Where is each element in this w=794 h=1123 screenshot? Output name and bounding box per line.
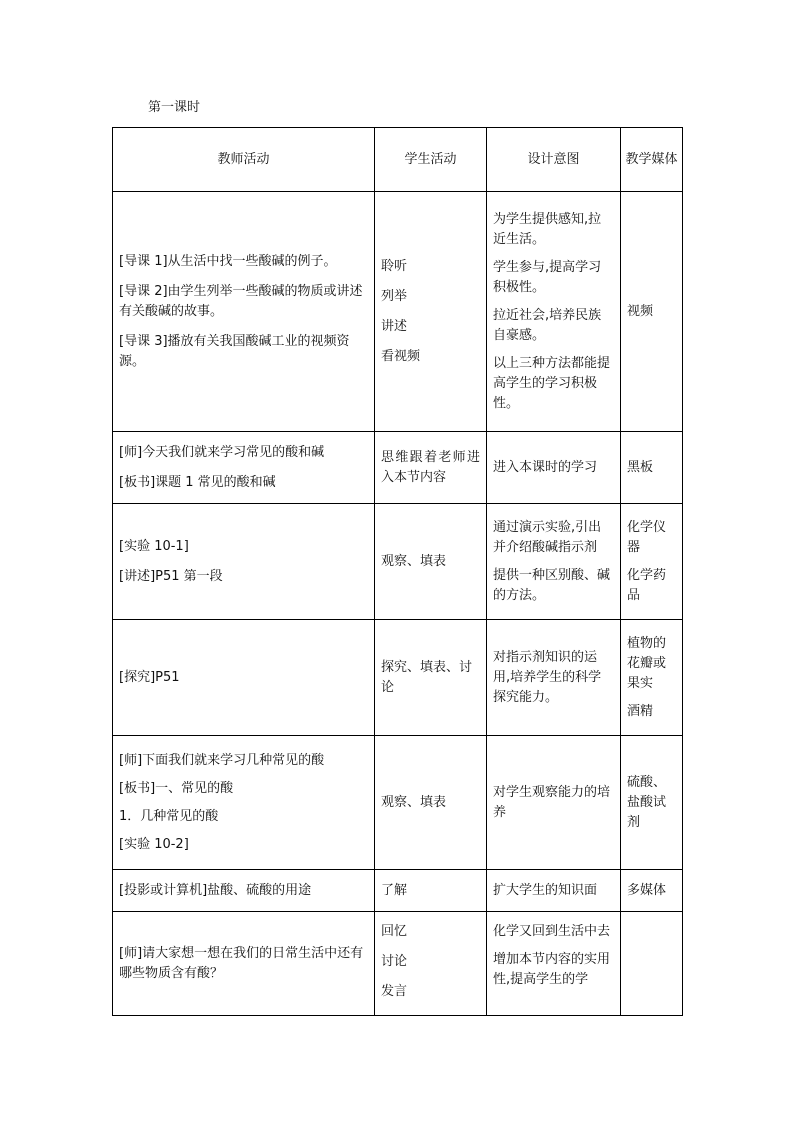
table-row bbox=[113, 870, 683, 912]
student-activity-cell: 观察、填表 bbox=[375, 736, 487, 870]
design-intent-cell: 扩大学生的知识面 bbox=[487, 870, 621, 912]
table-row bbox=[113, 192, 683, 432]
page-title: 第一课时 bbox=[148, 100, 201, 115]
teacher-activity-cell: [投影或计算机]盐酸、硫酸的用途 bbox=[113, 870, 375, 912]
teacher-activity-cell: [师]请大家想一想在我们的日常生活中还有哪些物质含有酸？ bbox=[113, 912, 375, 1016]
teaching-media-cell: 黑板 bbox=[621, 432, 683, 504]
lesson-plan-table bbox=[112, 127, 683, 1016]
teacher-activity-cell: [导课 1]从生活中找一些酸碱的例子。 [导课 2]由学生列举一些酸碱的物质或讲述有关酸碱的故事。 [导课 3]播放有关我国酸碱工业的视频资源。 bbox=[113, 192, 375, 432]
student-activity-cell: 探究、填表、讨论 bbox=[375, 620, 487, 736]
student-activity-cell: 回忆 讨论 发言 bbox=[375, 912, 487, 1016]
teaching-media-cell bbox=[621, 912, 683, 1016]
design-intent-cell: 对学生观察能力的培养 bbox=[487, 736, 621, 870]
teacher-activity-cell: [探究]P51 bbox=[113, 620, 375, 736]
teaching-media-cell: 视频 bbox=[621, 192, 683, 432]
design-intent-cell: 对指示剂知识的运用,培养学生的科学探究能力。 bbox=[487, 620, 621, 736]
table-row bbox=[113, 912, 683, 1016]
header-design-intent: 设计意图 bbox=[487, 128, 621, 192]
table-row bbox=[113, 432, 683, 504]
student-activity-cell: 观察、填表 bbox=[375, 504, 487, 620]
header-student-activity: 学生活动 bbox=[375, 128, 487, 192]
teaching-media-cell: 硫酸、盐酸试剂 bbox=[621, 736, 683, 870]
table-row bbox=[113, 620, 683, 736]
teaching-media-cell: 化学仪器 化学药品 bbox=[621, 504, 683, 620]
design-intent-cell: 进入本课时的学习 bbox=[487, 432, 621, 504]
table-header-row bbox=[113, 128, 683, 192]
teaching-media-cell: 植物的花瓣或果实 酒精 bbox=[621, 620, 683, 736]
teacher-activity-cell: [师]下面我们就来学习几种常见的酸 [板书]一、常见的酸 1．几种常见的酸 [实验 10-2] bbox=[113, 736, 375, 870]
teacher-activity-cell: [实验 10-1] [讲述]P51 第一段 bbox=[113, 504, 375, 620]
student-activity-cell: 了解 bbox=[375, 870, 487, 912]
header-teacher-activity: 教师活动 bbox=[113, 128, 375, 192]
design-intent-cell: 化学又回到生活中去 增加本节内容的实用性,提高学生的学 bbox=[487, 912, 621, 1016]
header-teaching-media: 教学媒体 bbox=[621, 128, 683, 192]
student-activity-cell: 思维跟着老师进入本节内容 bbox=[375, 432, 487, 504]
table-row bbox=[113, 736, 683, 870]
student-activity-cell: 聆听 列举 讲述 看视频 bbox=[375, 192, 487, 432]
design-intent-cell: 为学生提供感知,拉近生活。 学生参与,提高学习积极性。 拉近社会,培养民族自豪感。 以上三种方法都能提高学生的学习积极性。 bbox=[487, 192, 621, 432]
table-row bbox=[113, 504, 683, 620]
teacher-activity-cell: [师]今天我们就来学习常见的酸和碱 [板书]课题 1 常见的酸和碱 bbox=[113, 432, 375, 504]
design-intent-cell: 通过演示实验,引出并介绍酸碱指示剂 提供一种区别酸、碱的方法。 bbox=[487, 504, 621, 620]
teaching-media-cell: 多媒体 bbox=[621, 870, 683, 912]
